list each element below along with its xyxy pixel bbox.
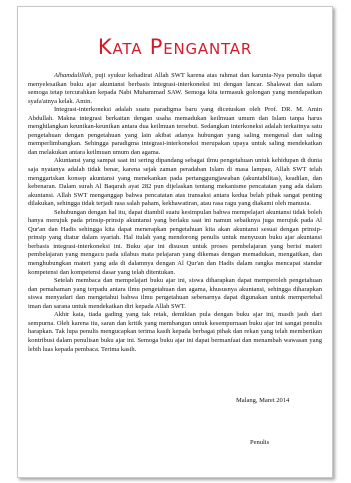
page-title: Kata Pengantar xyxy=(97,35,253,59)
author-signature: Penulis xyxy=(250,439,270,446)
paragraph-1-text: , puji syukur kehadirat Allah SWT karena atas rahmat dan karunia-Nya penulis dapat menyelesaikan buku ajar akuntansi berbasis integrasi-interkoneksi ini dengan lancar. Shalawat dan salam semoga tetap tercurahkan kepada Nabi Muhammad SAW. Semoga kita termasuk golongan yang mendapatkan syafa'atnya kelak. Amin. xyxy=(28,72,322,105)
paragraph-4 xyxy=(28,209,322,277)
paragraph-6 xyxy=(28,311,322,354)
paragraph-5-text: Setelah membaca dan mempelajari buku ajar ini, siswa diharapkan dapat memperoleh pengetahuan dan pemahaman yang terpadu antara ilmu pengetahuan dan agama, khususnya akuntansi, sehingga diharapkan siswa menyadari dan mengetahui bahwa ilmu pengetahuan sebenarnya dapat digunakan untuk mempertebal iman dan sarana untuk mendekatkan diri kepada Allah SWT. xyxy=(28,277,322,310)
paragraph-1-lead: Alhamdulillah xyxy=(54,72,92,79)
paragraph-3-text: Akuntansi yang sampai saat ini sering dipandang sebagai ilmu pengetahuan untuk kehidupan di dunia saja nyatanya adalah tidak benar, karena sejak zaman peradaban Islam di masa lampau, Allah SWT telah menggariskan konsep akuntansi yang menekankan pada pertanggungjawaban (akuntabilitas), keadilan, dan kebenaran. Dalam surah Al Baqarah ayat 282 pun dijelaskan tentang mekanisme pencatatan yang ada dalam akuntansi. Allah SWT menganggap bahwa pencatatan atas transaksi antara kedua belah pihak sangat penting dilakukan, sehingga tidak terjadi rasa salah paham, kekhawatiran, atau rasa ragu yang diakami oleh manusia. xyxy=(28,157,322,208)
place-date: Malang, Maret 2014 xyxy=(236,397,290,404)
document-page xyxy=(17,6,333,478)
paragraph-1 xyxy=(28,72,322,106)
paragraph-6-text: Akhir kata, tiada gading yang tak retak, demikian pula dengan buku ajar ini, masih jauh dari sempurna. Oleh karena itu, saran dan kritik yang membangun untuk kesempurnaan buku ajar ini sangat penulis harapkan. Tak lupa penulis mengucapkan terima kasih kepada berbagai pihak dan rekan yang telah memberikan kontribusi dalam penulisan buku ajar ini. Semoga buku ajar ini dapat bermanfaat dan menambah wawasan yang lebih luas kepada pembaca. Terima kasih. xyxy=(28,311,322,353)
paragraph-3 xyxy=(28,157,322,208)
paragraph-2 xyxy=(28,106,322,157)
paragraph-2-text: Integrasi-interkoneksi adalah suatu paradigma baru yang dicetuskan oleh Prof. DR. M. Amin Abdullah. Makna integrasi berkaitan dengan usaha memadukan keilmuan umum dan Islam tanpa harus menghilangkan keunikan-keunikan antara dua keilmuan tersebut. Sedangkan interkoneksi adalah terkaitnya satu pengetahuan dengan pengetahuan yang lain akibat adanya hubungan yang saling mengenal dan saling memperlimbangkan. Sehingga paradigma integrasi-interkoneksi merupakan upaya untuk saling mendekatkan dan melakukan antara keilmuan umum dan agama. xyxy=(28,106,322,156)
document-body xyxy=(28,72,322,354)
paragraph-4-text: Sehubungan dengan hal itu, dapat diambil suatu kesimpulan bahwa mempelajari akuntansi tidak boleh hanya merujuk pada prinsip-prinsip akuntansi yang berlaku saat ini namun sebaiknya juga merujuk pada Al Qur'an dan Hadis sehingga kita dapat menerapkan pengetahuan kita akan akuntansi sesuai dengan prinsip-prinsip yang diatur dalam syariah. Hal itulah yang mendorong penulis untuk menyusun buku ajar akuntansi berbasis integrasi-interkoneksi ini. Buku ajar ini disusun untuk proses pembelajaran yang berisi materi pembelajaran yang mengacu pada silabus mata pelajaran yang dikemas dengan memadukan, mengaitkan, dan menghubungkan materi yang ada di dalamnya dengan Al Qur'an dan Hadis dalam rangka mencapai standar kompetensi dan kompetensi dasar yang telah ditentukan. xyxy=(28,208,322,276)
paragraph-5 xyxy=(28,277,322,311)
